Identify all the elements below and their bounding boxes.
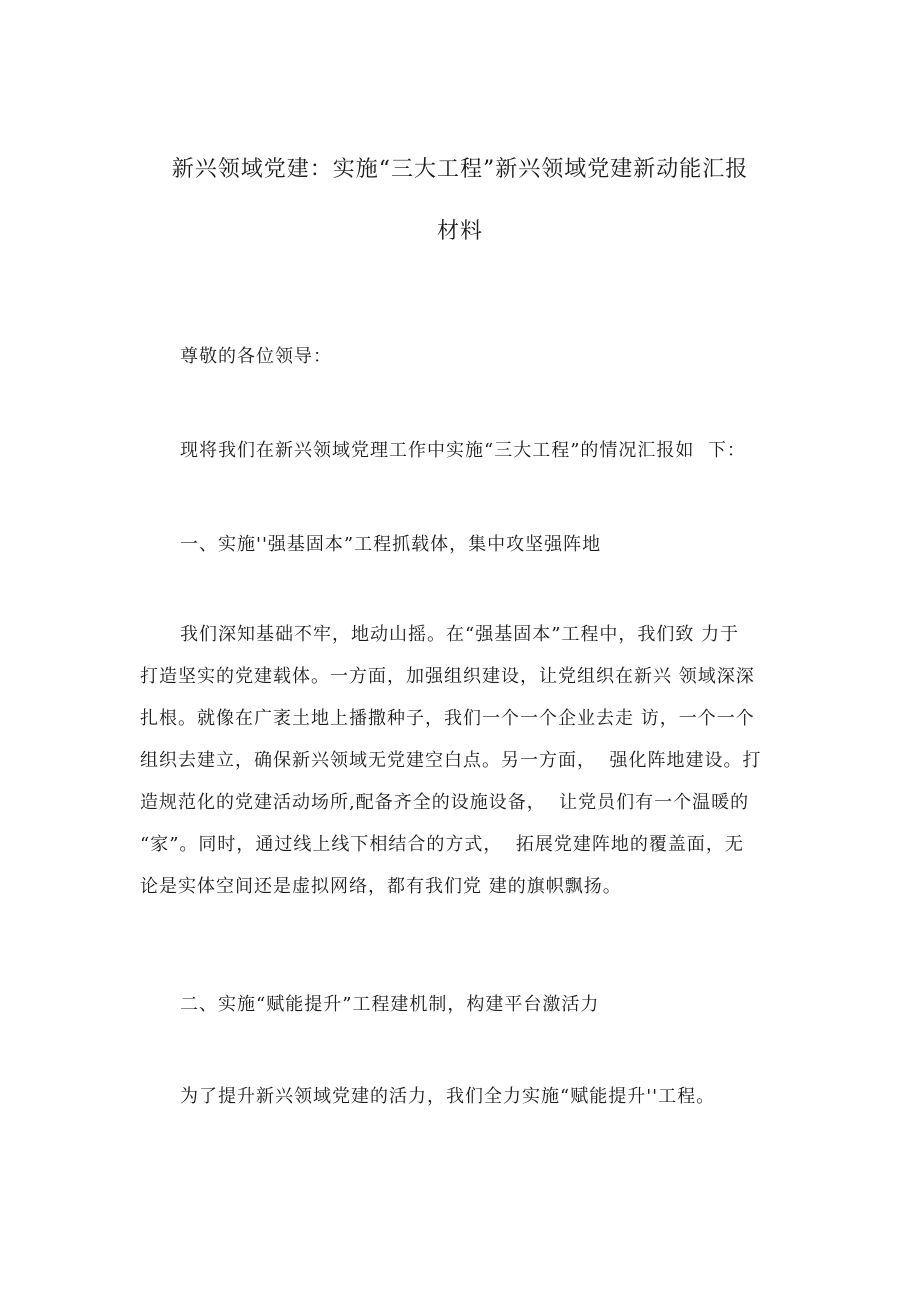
section-1-heading: 一、实施''强基固本”工程抓载体，集中攻坚强阵地	[180, 534, 602, 555]
paragraph-line: “家”。同时，通过线上线下相结合的方式， 拓展党建阵地的覆盖面，无	[140, 834, 744, 855]
document-title-line-2: 材料	[436, 219, 483, 244]
paragraph-line: 组织去建立，确保新兴领域无党建空白点。另一方面， 强化阵地建设。打	[140, 750, 762, 771]
section-2-paragraph: 为了提升新兴领域党建的活力，我们全力实施“赋能提升''工程。	[180, 1086, 716, 1107]
paragraph-line: 我们深知基础不牢，地动山摇。在“强基固本”工程中，我们致 力于	[180, 624, 740, 645]
paragraph-line: 论是实体空间还是虚拟网络，都有我们党 建的旗帜飘扬。	[140, 876, 622, 897]
salutation: 尊敬的各位领导：	[180, 346, 332, 367]
paragraph-line: 造规范化的党建活动场所,配备齐全的设施设备， 让党员们有一个温暖的	[140, 792, 750, 813]
intro-paragraph: 现将我们在新兴领域党理工作中实施“三大工程”的情况汇报如 下：	[180, 440, 746, 461]
section-2-heading: 二、实施“赋能提升”工程建机制，构建平台激活力	[180, 994, 600, 1015]
paragraph-line: 打造坚实的党建载体。一方面，加强组织建设，让党组织在新兴 领域深深	[140, 666, 755, 687]
section-1-paragraph	[140, 614, 790, 908]
paragraph-line: 扎根。就像在广袤土地上播撒种子，我们一个一个企业去走 访，一个一个	[140, 708, 755, 729]
document-title-line-1: 新兴领域党建：实施“三大工程”新兴领域党建新动能汇报	[171, 157, 749, 182]
